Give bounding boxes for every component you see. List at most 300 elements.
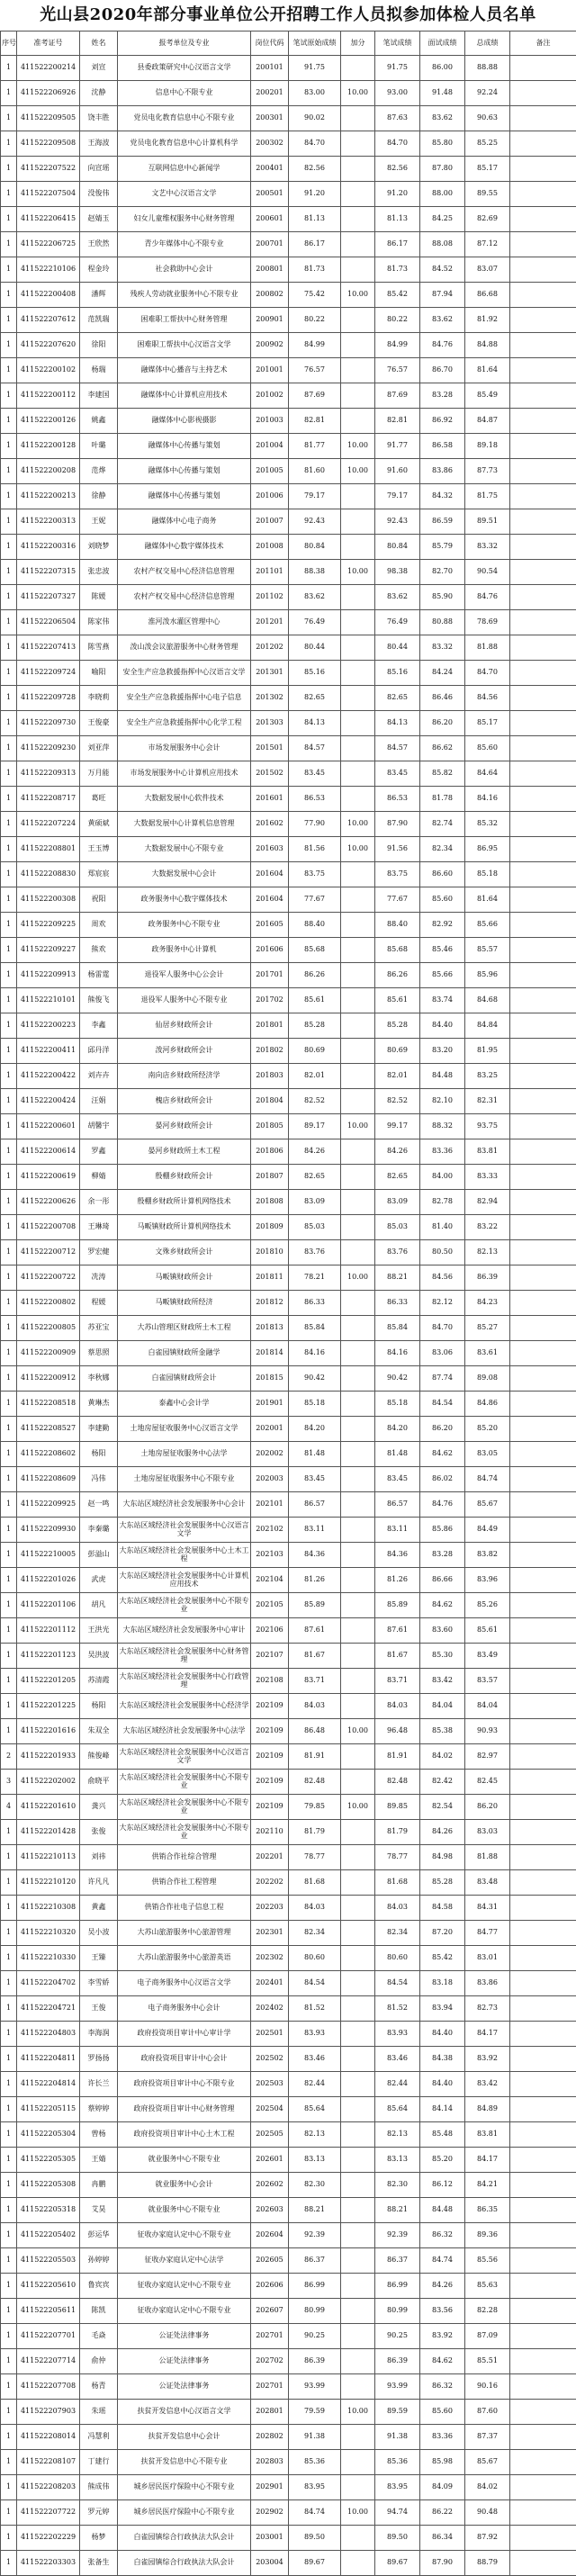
cell-raw-written: 81.26 bbox=[289, 1568, 341, 1593]
cell-written: 82.30 bbox=[375, 2173, 420, 2198]
cell-raw-written: 88.21 bbox=[289, 2198, 341, 2223]
cell-bonus: 10.00 bbox=[341, 283, 375, 308]
cell-exam-number: 411522205503 bbox=[17, 2248, 80, 2274]
cell-name: 向宣瑶 bbox=[80, 157, 118, 182]
cell-unit-major: 融媒体中心播音与主持艺术 bbox=[118, 358, 251, 383]
cell-unit-major: 文艺中心汉语言文学 bbox=[118, 182, 251, 207]
cell-raw-written: 91.20 bbox=[289, 182, 341, 207]
cell-written: 88.40 bbox=[375, 913, 420, 938]
table-row bbox=[1, 1568, 576, 1593]
table-row bbox=[1, 1165, 576, 1190]
cell-exam-number: 411522200912 bbox=[17, 1366, 80, 1392]
cell-total: 85.51 bbox=[465, 2349, 510, 2374]
cell-unit-major: 大东站区域经济社会发展服务中心不限专业 bbox=[118, 1795, 251, 1820]
cell-bonus bbox=[341, 333, 375, 358]
cell-remark bbox=[510, 2198, 576, 2223]
cell-written: 94.74 bbox=[375, 2500, 420, 2526]
table-row bbox=[1, 56, 576, 81]
cell-exam-number: 411522207327 bbox=[17, 585, 80, 610]
cell-interview: 83.36 bbox=[420, 2425, 465, 2450]
table-row bbox=[1, 1795, 576, 1820]
cell-total: 85.32 bbox=[465, 812, 510, 837]
cell-written: 88.21 bbox=[375, 2198, 420, 2223]
cell-total: 89.08 bbox=[465, 1366, 510, 1392]
cell-post-code: 201301 bbox=[251, 661, 289, 686]
cell-unit-major: 融媒体中心电子商务 bbox=[118, 509, 251, 535]
cell-index: 1 bbox=[1, 1114, 17, 1139]
cell-written: 88.21 bbox=[375, 1265, 420, 1291]
cell-index: 1 bbox=[1, 131, 17, 157]
cell-bonus: 10.00 bbox=[341, 459, 375, 484]
cell-bonus bbox=[341, 409, 375, 434]
cell-interview: 85.98 bbox=[420, 2450, 465, 2475]
cell-unit-major: 大数据发展中心不限专业 bbox=[118, 837, 251, 862]
header-name: 姓名 bbox=[80, 32, 118, 56]
cell-total: 88.79 bbox=[465, 2551, 510, 2576]
cell-total: 84.23 bbox=[465, 1291, 510, 1316]
cell-index: 1 bbox=[1, 434, 17, 459]
cell-post-code: 201809 bbox=[251, 1215, 289, 1240]
cell-total: 82.94 bbox=[465, 1190, 510, 1215]
cell-index: 1 bbox=[1, 1896, 17, 1921]
cell-exam-number: 411522200424 bbox=[17, 1089, 80, 1114]
cell-name: 葛旺 bbox=[80, 787, 118, 812]
cell-unit-major: 县委政策研究中心汉语言文学 bbox=[118, 56, 251, 81]
cell-total: 81.92 bbox=[465, 308, 510, 333]
cell-interview: 88.32 bbox=[420, 1114, 465, 1139]
cell-raw-written: 81.13 bbox=[289, 207, 341, 232]
cell-exam-number: 411522200313 bbox=[17, 509, 80, 535]
table-row bbox=[1, 484, 576, 509]
cell-raw-written: 80.84 bbox=[289, 535, 341, 560]
cell-name: 潘辉 bbox=[80, 283, 118, 308]
cell-name: 刘卉卉 bbox=[80, 1064, 118, 1089]
cell-name: 冼涛 bbox=[80, 1265, 118, 1291]
cell-raw-written: 79.85 bbox=[289, 1795, 341, 1820]
cell-post-code: 200601 bbox=[251, 207, 289, 232]
cell-remark bbox=[510, 887, 576, 913]
table-row bbox=[1, 358, 576, 383]
cell-written: 84.70 bbox=[375, 131, 420, 157]
cell-index: 1 bbox=[1, 2450, 17, 2475]
header-written: 笔试成绩 bbox=[375, 32, 420, 56]
table-row bbox=[1, 1669, 576, 1694]
table-row bbox=[1, 81, 576, 106]
cell-index: 1 bbox=[1, 711, 17, 736]
cell-raw-written: 85.36 bbox=[289, 2450, 341, 2475]
cell-name: 叶璐 bbox=[80, 434, 118, 459]
cell-post-code: 201702 bbox=[251, 988, 289, 1013]
table-row bbox=[1, 1316, 576, 1341]
cell-post-code: 200901 bbox=[251, 308, 289, 333]
cell-total: 82.69 bbox=[465, 207, 510, 232]
cell-unit-major: 大东站区域经济社会发展服务中心行政管理 bbox=[118, 1669, 251, 1694]
cell-total: 84.84 bbox=[465, 1013, 510, 1039]
cell-bonus bbox=[341, 182, 375, 207]
cell-remark bbox=[510, 938, 576, 963]
cell-raw-written: 79.17 bbox=[289, 484, 341, 509]
cell-exam-number: 411522207522 bbox=[17, 157, 80, 182]
cell-index: 1 bbox=[1, 81, 17, 106]
cell-raw-written: 79.59 bbox=[289, 2400, 341, 2425]
cell-remark bbox=[510, 736, 576, 761]
cell-written: 92.39 bbox=[375, 2223, 420, 2248]
table-row bbox=[1, 1114, 576, 1139]
cell-bonus bbox=[341, 1467, 375, 1492]
cell-exam-number: 411522206926 bbox=[17, 81, 80, 106]
cell-remark bbox=[510, 1820, 576, 1845]
cell-index: 1 bbox=[1, 2500, 17, 2526]
cell-name: 毛焱 bbox=[80, 2324, 118, 2349]
cell-bonus bbox=[341, 2324, 375, 2349]
cell-post-code: 200101 bbox=[251, 56, 289, 81]
cell-written: 93.00 bbox=[375, 81, 420, 106]
cell-post-code: 201811 bbox=[251, 1265, 289, 1291]
cell-exam-number: 411522208527 bbox=[17, 1417, 80, 1442]
cell-index: 1 bbox=[1, 963, 17, 988]
cell-unit-major: 大数据发展中心软件技术 bbox=[118, 787, 251, 812]
cell-total: 85.61 bbox=[465, 1618, 510, 1644]
cell-total: 81.75 bbox=[465, 484, 510, 509]
table-row bbox=[1, 2400, 576, 2425]
cell-total: 82.13 bbox=[465, 1240, 510, 1265]
cell-exam-number: 411522204803 bbox=[17, 2022, 80, 2047]
cell-name: 张俊 bbox=[80, 1820, 118, 1845]
cell-remark bbox=[510, 1593, 576, 1618]
cell-exam-number: 411522208203 bbox=[17, 2475, 80, 2500]
cell-post-code: 201807 bbox=[251, 1165, 289, 1190]
cell-remark bbox=[510, 635, 576, 661]
cell-raw-written: 76.57 bbox=[289, 358, 341, 383]
table-row bbox=[1, 1870, 576, 1896]
cell-bonus bbox=[341, 1669, 375, 1694]
cell-unit-major: 大东站区域经济社会发展服务中心会计 bbox=[118, 1492, 251, 1518]
cell-raw-written: 91.38 bbox=[289, 2425, 341, 2450]
cell-remark bbox=[510, 1139, 576, 1165]
cell-name: 杨梦 bbox=[80, 2526, 118, 2551]
cell-name: 朱瑶 bbox=[80, 2400, 118, 2425]
table-row bbox=[1, 711, 576, 736]
cell-total: 84.31 bbox=[465, 1896, 510, 1921]
cell-index: 1 bbox=[1, 2425, 17, 2450]
cell-written: 83.95 bbox=[375, 2475, 420, 2500]
table-row bbox=[1, 2248, 576, 2274]
cell-unit-major: 政府投资项目审计中心审计学 bbox=[118, 2022, 251, 2047]
cell-post-code: 201501 bbox=[251, 736, 289, 761]
header-remark: 备注 bbox=[510, 32, 576, 56]
cell-interview: 84.40 bbox=[420, 1013, 465, 1039]
cell-interview: 86.00 bbox=[420, 56, 465, 81]
cell-interview: 85.42 bbox=[420, 1946, 465, 1971]
cell-post-code: 201806 bbox=[251, 1139, 289, 1165]
cell-unit-major: 政府投资项目审计中心会计 bbox=[118, 2047, 251, 2072]
cell-name: 杨阳 bbox=[80, 1694, 118, 1719]
cell-remark bbox=[510, 1039, 576, 1064]
cell-bonus: 10.00 bbox=[341, 1114, 375, 1139]
cell-exam-number: 411522201933 bbox=[17, 1744, 80, 1770]
cell-exam-number: 411522201610 bbox=[17, 1795, 80, 1820]
cell-bonus bbox=[341, 2475, 375, 2500]
cell-written: 93.99 bbox=[375, 2374, 420, 2400]
cell-raw-written: 84.74 bbox=[289, 2500, 341, 2526]
cell-post-code: 202702 bbox=[251, 2349, 289, 2374]
cell-name: 陈家伟 bbox=[80, 610, 118, 635]
cell-bonus bbox=[341, 1417, 375, 1442]
cell-written: 86.37 bbox=[375, 2248, 420, 2274]
cell-unit-major: 残疾人劳动就业服务中心不限专业 bbox=[118, 283, 251, 308]
cell-index: 1 bbox=[1, 1039, 17, 1064]
cell-interview: 84.54 bbox=[420, 1392, 465, 1417]
table-row bbox=[1, 1240, 576, 1265]
cell-total: 85.20 bbox=[465, 1417, 510, 1442]
cell-name: 苏亚宝 bbox=[80, 1316, 118, 1341]
cell-index: 1 bbox=[1, 182, 17, 207]
cell-remark bbox=[510, 1316, 576, 1341]
cell-raw-written: 86.53 bbox=[289, 787, 341, 812]
cell-exam-number: 411522209508 bbox=[17, 131, 80, 157]
cell-remark bbox=[510, 358, 576, 383]
cell-name: 冯伟 bbox=[80, 1467, 118, 1492]
cell-total: 87.92 bbox=[465, 2526, 510, 2551]
cell-name: 罗鑫 bbox=[80, 1139, 118, 1165]
cell-name: 陈雪燕 bbox=[80, 635, 118, 661]
cell-index: 1 bbox=[1, 560, 17, 585]
cell-raw-written: 90.25 bbox=[289, 2324, 341, 2349]
cell-written: 83.75 bbox=[375, 862, 420, 887]
cell-unit-major: 征收办家庭认定中心法学 bbox=[118, 2248, 251, 2274]
cell-raw-written: 86.26 bbox=[289, 963, 341, 988]
cell-post-code: 201813 bbox=[251, 1316, 289, 1341]
cell-name: 曾杨 bbox=[80, 2122, 118, 2148]
cell-bonus bbox=[341, 585, 375, 610]
cell-exam-number: 411522209227 bbox=[17, 938, 80, 963]
cell-raw-written: 80.60 bbox=[289, 1946, 341, 1971]
cell-post-code: 202701 bbox=[251, 2324, 289, 2349]
cell-bonus bbox=[341, 1215, 375, 1240]
cell-total: 89.51 bbox=[465, 509, 510, 535]
cell-name: 邱丹洋 bbox=[80, 1039, 118, 1064]
cell-index: 1 bbox=[1, 106, 17, 131]
cell-index: 1 bbox=[1, 761, 17, 787]
cell-interview: 85.48 bbox=[420, 2122, 465, 2148]
cell-unit-major: 大东站区域经济社会发展服务中心汉语言文学 bbox=[118, 1744, 251, 1770]
cell-remark bbox=[510, 283, 576, 308]
cell-written: 83.62 bbox=[375, 585, 420, 610]
cell-remark bbox=[510, 661, 576, 686]
table-row bbox=[1, 1744, 576, 1770]
cell-total: 83.25 bbox=[465, 1064, 510, 1089]
cell-unit-major: 马畈镇财政所经济 bbox=[118, 1291, 251, 1316]
cell-post-code: 201701 bbox=[251, 963, 289, 988]
cell-exam-number: 411522200214 bbox=[17, 56, 80, 81]
table-row bbox=[1, 1190, 576, 1215]
cell-written: 81.79 bbox=[375, 1820, 420, 1845]
cell-interview: 87.80 bbox=[420, 157, 465, 182]
cell-remark bbox=[510, 1240, 576, 1265]
table-row bbox=[1, 1089, 576, 1114]
cell-index: 1 bbox=[1, 1316, 17, 1341]
table-row bbox=[1, 157, 576, 182]
cell-post-code: 201502 bbox=[251, 761, 289, 787]
cell-exam-number: 411522207714 bbox=[17, 2349, 80, 2374]
cell-bonus bbox=[341, 484, 375, 509]
cell-unit-major: 大东站区域经济社会发展服务中心计算机应用技术 bbox=[118, 1568, 251, 1593]
cell-exam-number: 411522207701 bbox=[17, 2324, 80, 2349]
cell-post-code: 202802 bbox=[251, 2425, 289, 2450]
table-row bbox=[1, 383, 576, 409]
cell-remark bbox=[510, 1518, 576, 1543]
cell-post-code: 201004 bbox=[251, 434, 289, 459]
cell-remark bbox=[510, 2047, 576, 2072]
cell-exam-number: 411522207708 bbox=[17, 2374, 80, 2400]
cell-written: 82.65 bbox=[375, 1165, 420, 1190]
cell-name: 李建国 bbox=[80, 383, 118, 409]
cell-interview: 83.60 bbox=[420, 1618, 465, 1644]
table-row bbox=[1, 1971, 576, 1996]
cell-written: 82.65 bbox=[375, 686, 420, 711]
cell-raw-written: 78.21 bbox=[289, 1265, 341, 1291]
cell-total: 84.68 bbox=[465, 988, 510, 1013]
table-body bbox=[1, 56, 576, 2576]
cell-interview: 85.28 bbox=[420, 1870, 465, 1896]
cell-post-code: 202606 bbox=[251, 2274, 289, 2299]
cell-index: 1 bbox=[1, 1644, 17, 1669]
cell-name: 王婧 bbox=[80, 2148, 118, 2173]
cell-remark bbox=[510, 1770, 576, 1795]
cell-index: 1 bbox=[1, 1215, 17, 1240]
cell-exam-number: 411522200408 bbox=[17, 283, 80, 308]
cell-written: 80.44 bbox=[375, 635, 420, 661]
cell-bonus bbox=[341, 1492, 375, 1518]
cell-bonus bbox=[341, 1013, 375, 1039]
cell-remark bbox=[510, 1946, 576, 1971]
cell-index: 1 bbox=[1, 1265, 17, 1291]
cell-name: 刘祎 bbox=[80, 1845, 118, 1870]
cell-index: 1 bbox=[1, 2400, 17, 2425]
cell-remark bbox=[510, 1165, 576, 1190]
cell-exam-number: 411522201428 bbox=[17, 1820, 80, 1845]
cell-total: 89.55 bbox=[465, 182, 510, 207]
cell-index: 1 bbox=[1, 585, 17, 610]
cell-bonus bbox=[341, 610, 375, 635]
cell-name: 黄硕斌 bbox=[80, 812, 118, 837]
cell-post-code: 201303 bbox=[251, 711, 289, 736]
cell-name: 熊成伟 bbox=[80, 2475, 118, 2500]
cell-index: 1 bbox=[1, 1492, 17, 1518]
cell-raw-written: 80.22 bbox=[289, 308, 341, 333]
cell-remark bbox=[510, 1971, 576, 1996]
cell-unit-major: 大苏山旅游服务中心旅游英语 bbox=[118, 1946, 251, 1971]
cell-interview: 84.62 bbox=[420, 1442, 465, 1467]
cell-unit-major: 安全生产应急救援指挥中心汉语言文学 bbox=[118, 661, 251, 686]
cell-written: 98.38 bbox=[375, 560, 420, 585]
cell-written: 82.52 bbox=[375, 1089, 420, 1114]
cell-written: 81.13 bbox=[375, 207, 420, 232]
cell-name: 喻阳 bbox=[80, 661, 118, 686]
cell-raw-written: 85.16 bbox=[289, 661, 341, 686]
cell-post-code: 201202 bbox=[251, 635, 289, 661]
cell-total: 84.86 bbox=[465, 1392, 510, 1417]
cell-unit-major: 大东站区域经济社会发展服务中心审计 bbox=[118, 1618, 251, 1644]
cell-total: 83.03 bbox=[465, 1820, 510, 1845]
cell-bonus bbox=[341, 1996, 375, 2022]
cell-name: 苏清霞 bbox=[80, 1669, 118, 1694]
cell-name: 王欣然 bbox=[80, 232, 118, 257]
cell-exam-number: 411522200802 bbox=[17, 1291, 80, 1316]
cell-total: 84.88 bbox=[465, 333, 510, 358]
cell-remark bbox=[510, 686, 576, 711]
cell-remark bbox=[510, 610, 576, 635]
cell-remark bbox=[510, 2324, 576, 2349]
cell-exam-number: 411522206415 bbox=[17, 207, 80, 232]
cell-bonus bbox=[341, 1240, 375, 1265]
table-row bbox=[1, 988, 576, 1013]
table-row bbox=[1, 686, 576, 711]
cell-post-code: 202302 bbox=[251, 1946, 289, 1971]
cell-raw-written: 85.61 bbox=[289, 988, 341, 1013]
cell-bonus: 10.00 bbox=[341, 1265, 375, 1291]
cell-exam-number: 411522205402 bbox=[17, 2223, 80, 2248]
cell-bonus: 10.00 bbox=[341, 1795, 375, 1820]
cell-name: 丁建行 bbox=[80, 2450, 118, 2475]
cell-post-code: 202102 bbox=[251, 1518, 289, 1543]
header-unit-major: 报考单位及专业 bbox=[118, 32, 251, 56]
cell-total: 85.17 bbox=[465, 157, 510, 182]
cell-unit-major: 大东站区域经济社会发展服务中心不限专业 bbox=[118, 1593, 251, 1618]
cell-unit-major: 融媒体中心传播与策划 bbox=[118, 459, 251, 484]
cell-bonus bbox=[341, 1921, 375, 1946]
cell-bonus bbox=[341, 2223, 375, 2248]
table-row bbox=[1, 913, 576, 938]
cell-interview: 83.18 bbox=[420, 1971, 465, 1996]
cell-remark bbox=[510, 1644, 576, 1669]
cell-index: 1 bbox=[1, 1971, 17, 1996]
cell-index: 1 bbox=[1, 232, 17, 257]
cell-unit-major: 供销合作社综合管理 bbox=[118, 1845, 251, 1870]
cell-name: 刘亚萍 bbox=[80, 736, 118, 761]
cell-interview: 84.56 bbox=[420, 1265, 465, 1291]
cell-name: 许凡凡 bbox=[80, 1870, 118, 1896]
cell-bonus bbox=[341, 1971, 375, 1996]
cell-total: 84.49 bbox=[465, 1518, 510, 1543]
cell-post-code: 201812 bbox=[251, 1291, 289, 1316]
cell-remark bbox=[510, 81, 576, 106]
cell-bonus bbox=[341, 257, 375, 283]
cell-remark bbox=[510, 2274, 576, 2299]
cell-name: 俞晓平 bbox=[80, 1770, 118, 1795]
cell-interview: 86.02 bbox=[420, 1467, 465, 1492]
cell-name: 刘宣 bbox=[80, 56, 118, 81]
table-row bbox=[1, 862, 576, 887]
cell-written: 78.77 bbox=[375, 1845, 420, 1870]
cell-total: 83.81 bbox=[465, 1139, 510, 1165]
cell-exam-number: 411522200626 bbox=[17, 1190, 80, 1215]
cell-written: 84.13 bbox=[375, 711, 420, 736]
cell-interview: 82.42 bbox=[420, 1770, 465, 1795]
cell-interview: 91.48 bbox=[420, 81, 465, 106]
cell-name: 龚兴 bbox=[80, 1795, 118, 1820]
cell-bonus bbox=[341, 2349, 375, 2374]
cell-total: 87.12 bbox=[465, 232, 510, 257]
cell-remark bbox=[510, 1366, 576, 1392]
cell-unit-major: 马畈镇财政所计算机网络技术 bbox=[118, 1215, 251, 1240]
cell-index: 1 bbox=[1, 1669, 17, 1694]
cell-unit-major: 征收办家庭认定中心不限专业 bbox=[118, 2223, 251, 2248]
header-bonus: 加分 bbox=[341, 32, 375, 56]
cell-exam-number: 411522209230 bbox=[17, 736, 80, 761]
cell-index: 1 bbox=[1, 1190, 17, 1215]
table-row bbox=[1, 1442, 576, 1467]
